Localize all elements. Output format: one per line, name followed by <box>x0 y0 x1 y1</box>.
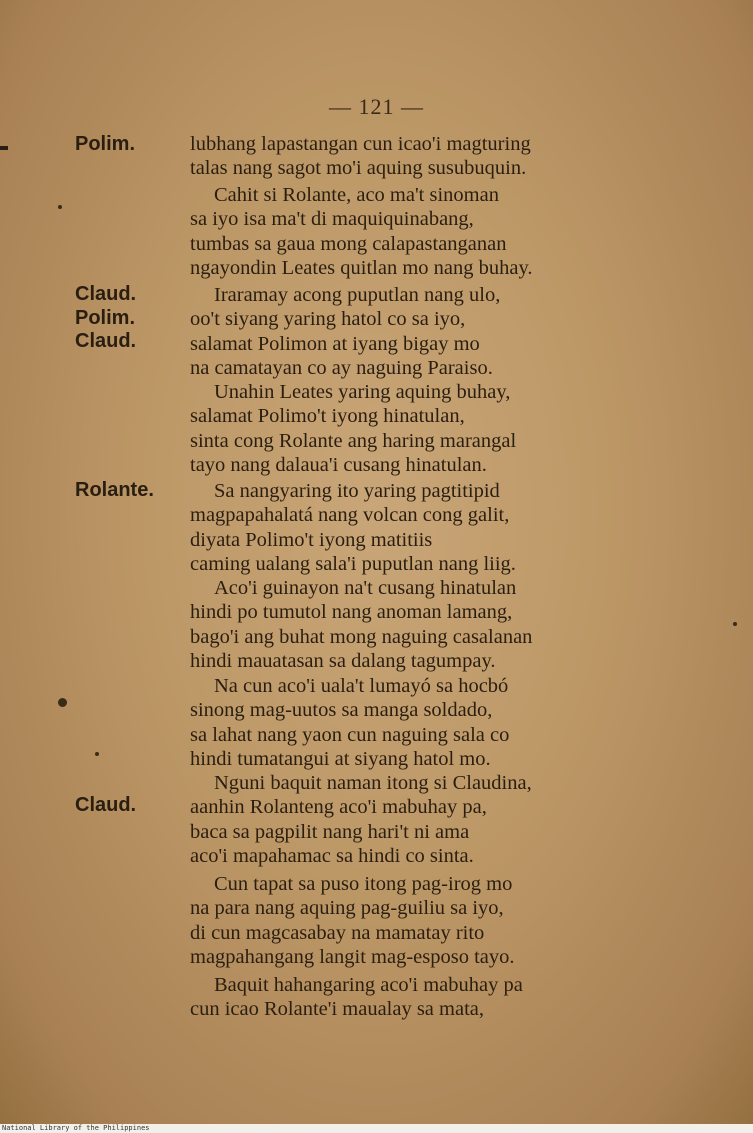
verse-line: baca sa pagpilit nang hari't ni ama <box>190 820 470 843</box>
verse-line: Sa nangyaring ito yaring pagtitipid <box>214 480 500 502</box>
verse-line: hindi tumatangui at siyang hatol mo. <box>190 747 491 770</box>
verse-line: sa lahat nang yaon cun naguing sala co <box>190 723 510 746</box>
verse-line: talas nang sagot mo'i aquing susubuquin. <box>190 157 527 180</box>
verse-line: bago'i ang buhat mong naguing casalanan <box>190 625 533 648</box>
verse-line: Cahit si Rolante, aco ma't sinoman <box>214 184 499 206</box>
verse-line: di cun magcasabay na mamatay rito <box>190 921 485 944</box>
stanza <box>190 283 500 380</box>
page-number: — 121 — <box>329 94 424 119</box>
verse-line: Cun tapat sa puso itong pag-irog mo <box>214 873 513 895</box>
verse-line: ngayondin Leates quitlan mo nang buhay. <box>190 256 533 279</box>
verse-line: tumbas sa gaua mong calapastanganan <box>190 232 507 255</box>
ink-spot <box>95 752 99 756</box>
verse-line: diyata Polimo't iyong matitiis <box>190 528 433 551</box>
speaker-label: Polim. <box>75 133 136 155</box>
stanza <box>190 132 531 181</box>
verse-line: salamat Polimo't iyong hinatulan, <box>190 405 465 428</box>
stanza <box>190 183 533 280</box>
verse-line: Iraramay acong puputlan nang ulo, <box>214 284 501 306</box>
speaker-label: Polim. <box>75 307 136 329</box>
verse-line: Nguni baquit naman itong si Claudina, <box>214 772 532 794</box>
edge-mark <box>0 146 8 150</box>
verse-line: Na cun aco'i uala't lumayó sa hocbó <box>214 675 509 697</box>
verse-line: magpahangang langit mag-esposo tayo. <box>190 945 515 968</box>
stanza <box>190 576 532 673</box>
speaker-label: Claud. <box>75 330 137 352</box>
verse-line: Baquit hahangaring aco'i mabuhay pa <box>214 974 523 996</box>
verse-line: Aco'i guinayon na't cusang hinatulan <box>214 577 517 599</box>
verse-line: sinong mag-uutos sa manga soldado, <box>190 699 493 722</box>
stanza <box>190 674 509 771</box>
verse-line: Unahin Leates yaring aquing buhay, <box>214 381 511 403</box>
stanza <box>190 771 532 868</box>
speaker-label: Claud. <box>75 283 137 305</box>
verse-line: aco'i mapahamac sa hindi co sinta. <box>190 844 474 867</box>
ink-spot <box>58 698 67 707</box>
verse-line: salamat Polimon at iyang bigay mo <box>190 332 480 355</box>
verse-line: na para nang aquing pag-guiliu sa iyo, <box>190 897 504 920</box>
stanza <box>190 380 516 477</box>
verse-line: tayo nang dalaua'i cusang hinatulan. <box>190 453 487 476</box>
verse-line: cun icao Rolante'i maualay sa mata, <box>190 998 484 1021</box>
library-footer: National Library of the Philippines <box>0 1124 753 1133</box>
verse-line: magpapahalatá nang volcan cong galit, <box>190 504 510 527</box>
verse-line: caming ualang sala'i puputlan nang liig. <box>190 552 516 575</box>
verse-line: sinta cong Rolante ang haring marangal <box>190 429 517 452</box>
verse-line: lubhang lapastangan cun icao'i magturing <box>190 133 531 155</box>
ink-spot <box>733 622 737 626</box>
speaker-label: Rolante. <box>75 479 154 501</box>
verse-line: sa iyo isa ma't di maquiquinabang, <box>190 208 474 231</box>
stanza <box>190 872 515 969</box>
ink-spot <box>58 205 62 209</box>
verse-line: na camatayan co ay naguing Paraiso. <box>190 356 493 379</box>
verse-line: oo't siyang yaring hatol co sa iyo, <box>190 308 466 331</box>
speaker-label: Claud. <box>75 794 137 816</box>
verse-line: hindi mauatasan sa dalang tagumpay. <box>190 649 496 672</box>
stanza <box>190 973 523 1022</box>
stanza <box>190 479 516 576</box>
verse-line: hindi po tumutol nang anoman lamang, <box>190 601 513 624</box>
verse-line: aanhin Rolanteng aco'i mabuhay pa, <box>190 796 487 819</box>
